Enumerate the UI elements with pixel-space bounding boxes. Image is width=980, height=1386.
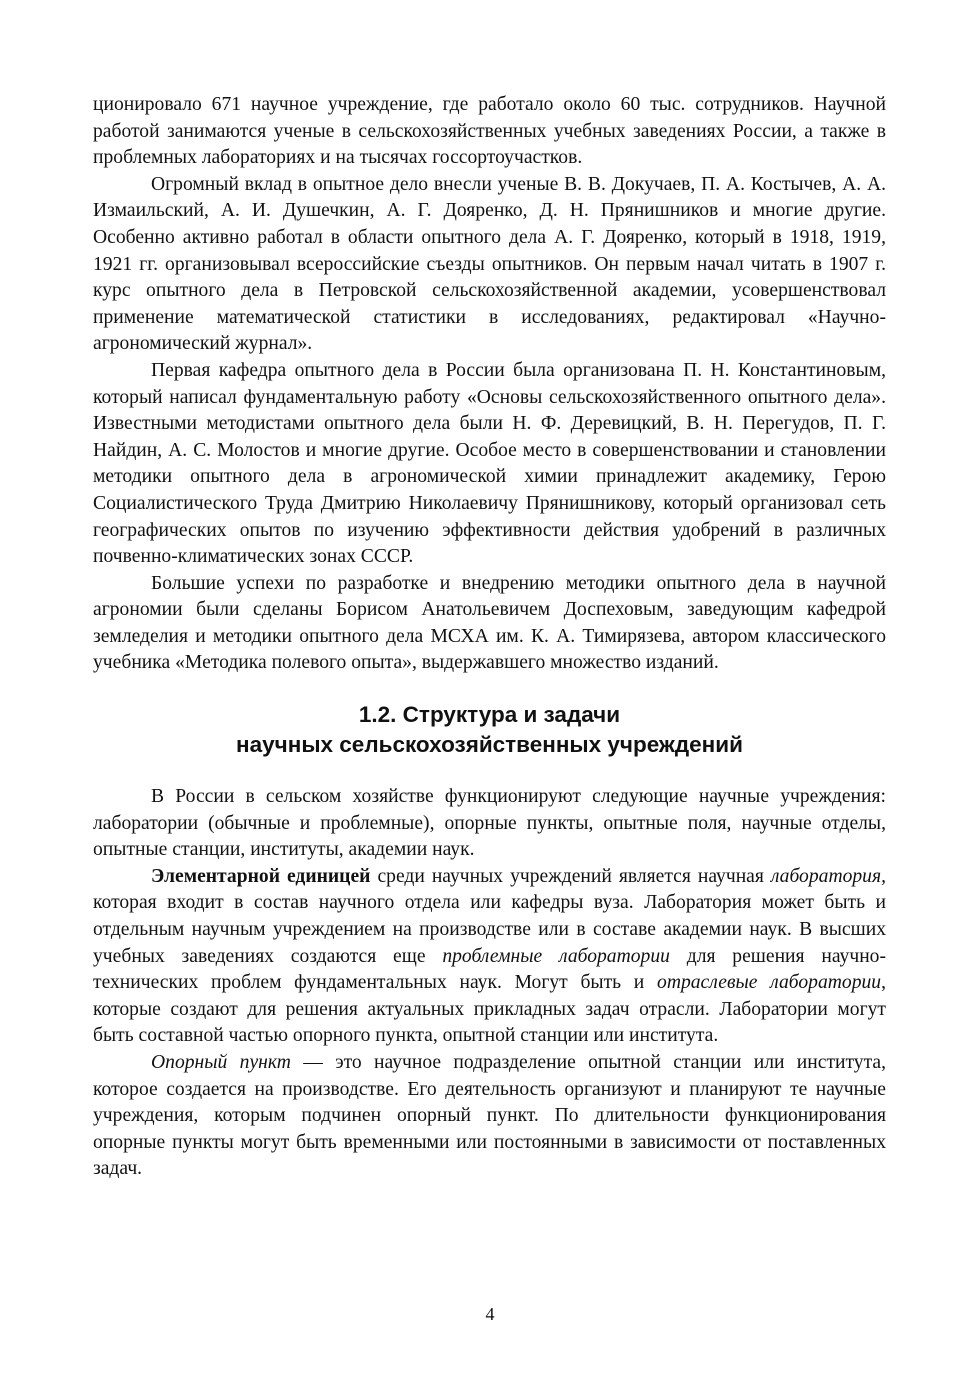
term-support-point: Опорный пункт	[151, 1052, 291, 1073]
paragraph-first-department: Первая кафедра опытного дела в России была организована П. Н. Константиновым, который написал фундаментальную работу «Основы сельскохозяйственного опытного дела». Известными методистами опытного дела были Н. Ф. Деревицкий, В. Н. Перегудов, П. Г. Найдин, А. С. Молостов и многие другие. Особое место в совершенствовании и становлении методики опытного дела в агрономической химии принадлежит академику, Герою Социалистического Труда Дмитрию Николаевичу Прянишникову, который организовал сеть географических опытов по изучению эффективности действия удобрений в различных почвенно-климатических зонах СССР.	[93, 359, 886, 568]
text-segment: которая входит в состав научного отдела или кафедры вуза. Лаборатория может быть и отдельным научным учреждением на производстве или в составе академии наук. В высших учебных заведениях создаются еще	[93, 892, 886, 967]
paragraph-contributors: Огромный вклад в опытное дело внесли ученые В. В. Докучаев, П. А. Костычев, А. А. Измаильский, А. И. Душечкин, А. Г. Дояренко, Д. Н. Прянишников и многие другие. Особенно активно работал в области опытного дела А. Г. Дояренко, который в 1918, 1919, 1921 гг. организовывал всероссийские съезды опытников. Он первым начал читать в 1907 г. курс опытного дела в Петровской сельскохозяйственной академии, усовершенствовал применение математической статистики в исследованиях, редактировал «Научно-агрономический журнал».	[93, 173, 886, 355]
page-number: 4	[485, 1304, 495, 1324]
term-branch-labs: отраслевые лаборатории	[657, 972, 882, 994]
section-heading-line1: 1.2. Структура и задачи	[358, 702, 621, 728]
term-laboratory: лаборатория,	[770, 865, 886, 887]
paragraph-dospekhov: Большие успехи по разработке и внедрению методики опытного дела в научной агрономии были сделаны Борисом Анатольевичем Доспеховым, заведующим кафедрой земледелия и методики опытного дела МСХА им. К. А. Тимирязева, автором классического учебника «Методика полевого опыта», выдержавшего множество изданий.	[93, 572, 886, 674]
section-heading	[93, 700, 886, 760]
text-segment: , которые создают для решения актуальных прикладных задач отрасли. Лаборатории могут быть составной частью опорного пункта, опытной станции или института.	[93, 972, 886, 1047]
paragraph-laboratory	[93, 864, 886, 1050]
term-problem-labs: проблемные лаборатории	[442, 945, 670, 967]
paragraph-support-point	[93, 1050, 886, 1183]
text-segment: для решения научно-технических проблем фундаментальных наук. Могут быть и	[93, 945, 886, 994]
paragraph-continuation: ционировало 671 научное учреждение, где работало около 60 тыс. сотрудников. Научной работой занимаются ученые в сельскохозяйственных учебных заведениях России, а также в проблемных лабораториях и на тысячах госсортоучастков.	[93, 94, 886, 169]
text-segment: среди научных учреждений является научная	[370, 865, 771, 887]
section-heading-line2: научных сельскохозяйственных учреждений	[236, 732, 743, 758]
document-page	[93, 92, 886, 1183]
text-segment: — это научное подразделение опытной станции или института, которое создается на производстве. Его деятельность организуют и планируют те научные учреждения, которым подчинен опорный пункт. По длительности функционирования опорные пункты могут быть временными или постоянными в зависимости от поставленных задач.	[93, 1052, 886, 1180]
paragraph-institutions: В России в сельском хозяйстве функционируют следующие научные учреждения: лаборатории (обычные и проблемные), опорные пункты, опытные поля, научные отделы, опытные станции, институты, академии наук.	[93, 786, 886, 861]
term-elementary-unit: Элементарной единицей	[151, 865, 371, 887]
